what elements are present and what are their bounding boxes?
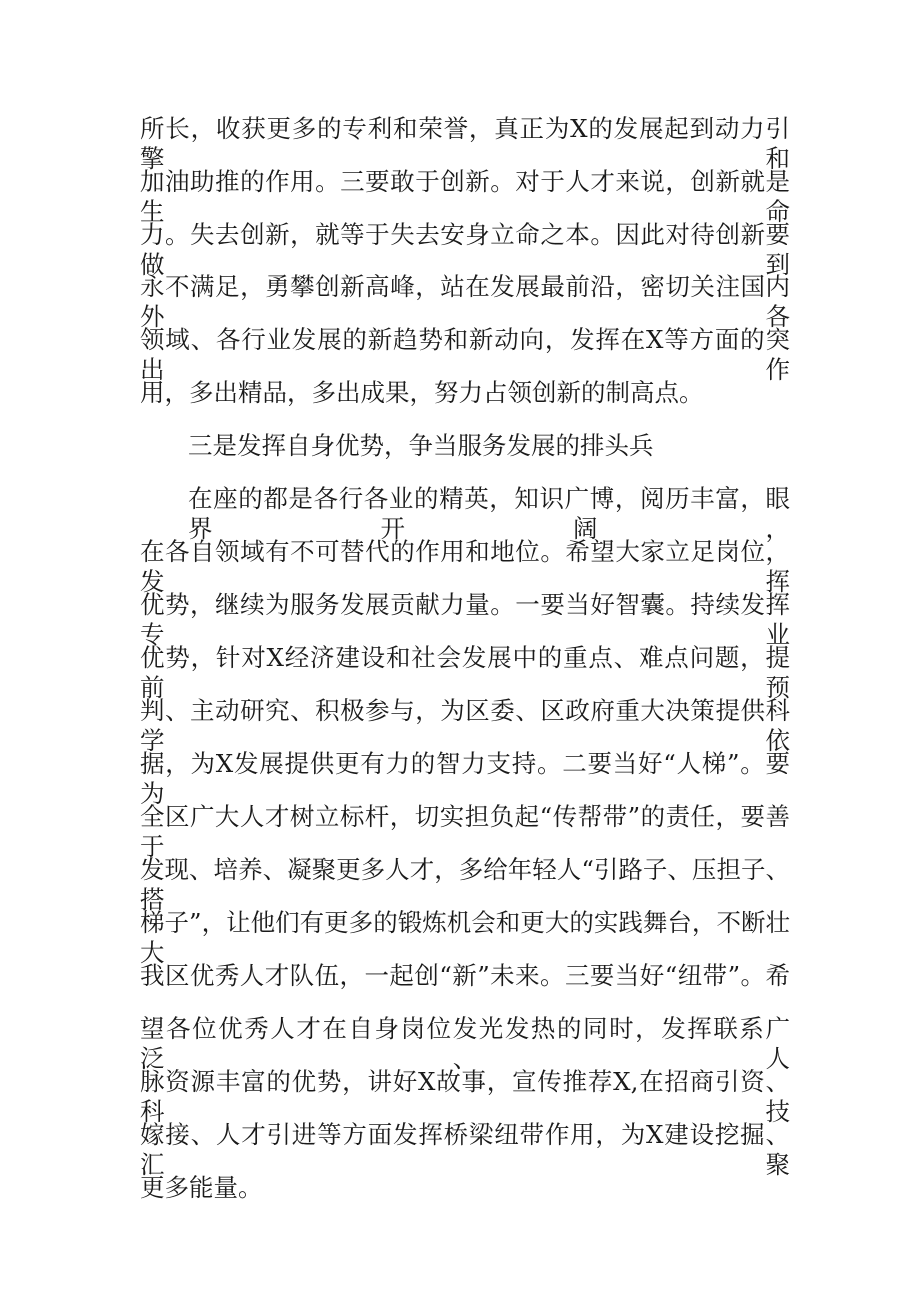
paragraph-2-line-4: 优势，针对X经济建设和社会发展中的重点、难点问题，提前预 (140, 643, 790, 702)
paragraph-2-line-10: 我区优秀人才队伍，一起创“新”未来。三要当好“纽带”。希 (140, 961, 790, 990)
paragraph-2-line-5: 判、主动研究、积极参与，为区委、区政府重大决策提供科学依 (140, 696, 790, 755)
paragraph-2-line-11: 望各位优秀人才在自身岗位发光发热的同时，发挥联系广泛、人 (140, 1014, 790, 1073)
paragraph-2-line-1: 在座的都是各行各业的精英，知识广博，阅历丰富，眼界开阔， (188, 484, 790, 543)
paragraph-1-line-5: 领域、各行业发展的新趋势和新动向，发挥在X等方面的突出作 (140, 325, 790, 384)
paragraph-1-line-6: 用，多出精品，多出成果，努力占领创新的制高点。 (140, 378, 704, 407)
paragraph-2-line-13: 嫁接、人才引进等方面发挥桥梁纽带作用，为X建设挖掘、汇聚 (140, 1120, 790, 1179)
paragraph-2-line-3: 优势，继续为服务发展贡献力量。一要当好智囊。持续发挥专业 (140, 590, 790, 649)
paragraph-1-line-3: 力。失去创新，就等于失去安身立命之本。因此对待创新要做到 (140, 220, 790, 279)
paragraph-1-line-1: 所长，收获更多的专利和荣誉，真正为X的发展起到动力引擎和 (140, 114, 790, 173)
paragraph-1-line-4: 永不满足，勇攀创新高峰，站在发展最前沿，密切关注国内外各 (140, 272, 790, 331)
paragraph-2-line-12: 脉资源丰富的优势，讲好X故事，宣传推荐X,在招商引资、科技 (140, 1067, 790, 1126)
paragraph-2-line-2: 在各自领域有不可替代的作用和地位。希望大家立足岗位，发挥 (140, 537, 790, 596)
paragraph-2-line-6: 据，为X发展提供更有力的智力支持。二要当好“人梯”。要为 (140, 749, 790, 808)
section-heading: 三是发挥自身优势，争当服务发展的排头兵 (188, 431, 654, 460)
paragraph-2-line-14: 更多能量。 (140, 1173, 263, 1202)
paragraph-2-line-8: 发现、培养、凝聚更多人才，多给年轻人“引路子、压担子、搭 (140, 855, 790, 914)
paragraph-2-line-9: 梯子”，让他们有更多的锻炼机会和更大的实践舞台，不断壮大 (140, 908, 790, 967)
paragraph-1-line-2: 加油助推的作用。三要敢于创新。对于人才来说，创新就是生命 (140, 167, 790, 226)
paragraph-2-line-7: 全区广大人才树立标杆，切实担负起“传帮带”的责任，要善于 (140, 802, 790, 861)
